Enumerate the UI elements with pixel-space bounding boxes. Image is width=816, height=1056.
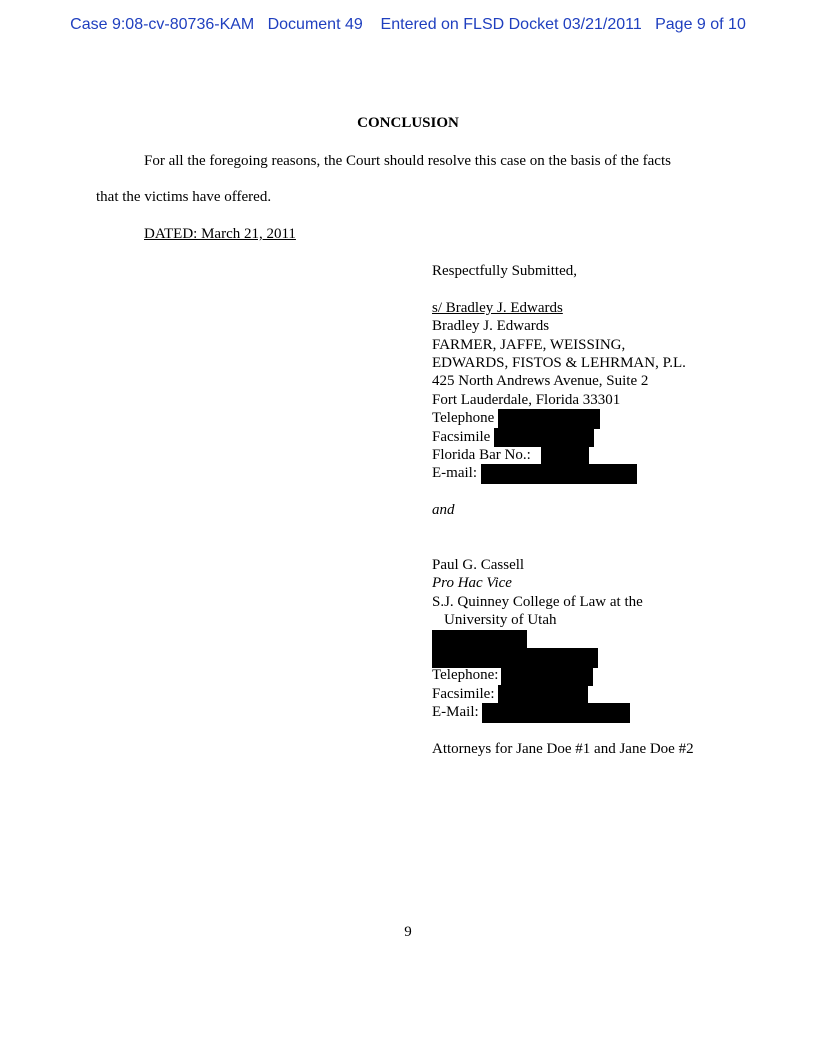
email-line: E-mail: <box>432 464 772 482</box>
section-title: CONCLUSION <box>357 115 459 131</box>
telephone-line-2: Telephone: <box>432 666 772 684</box>
email-line-2: E-Mail: <box>432 703 772 721</box>
facsimile-line: Facsimile <box>432 428 772 446</box>
docket-entry: Entered on FLSD Docket 03/21/2011 <box>380 16 642 33</box>
and-connector: and <box>432 502 455 519</box>
redaction-box <box>482 703 630 723</box>
address-line-1: 425 North Andrews Avenue, Suite 2 <box>432 373 649 390</box>
dated-line: DATED: March 21, 2011 <box>144 226 296 242</box>
closing: Respectfully Submitted, <box>432 263 577 279</box>
conclusion-paragraph-continued <box>96 179 720 215</box>
florida-bar-line: Florida Bar No.: <box>432 446 772 464</box>
redacted-address-2 <box>432 648 772 666</box>
signature-block-1 <box>432 262 772 519</box>
electronic-signature: s/ Bradley J. Edwards <box>432 299 563 316</box>
redaction-box <box>481 464 637 484</box>
page-number: 9 <box>404 924 412 940</box>
document-number: Document 49 <box>267 16 363 33</box>
redacted-address-1 <box>432 630 772 648</box>
firm-name-line-2: EDWARDS, FISTOS & LEHRMAN, P.L. <box>432 354 686 371</box>
attorney-name-2: Paul G. Cassell <box>432 557 525 573</box>
telephone-line: Telephone <box>432 409 772 427</box>
school-line-1: S.J. Quinney College of Law at the <box>432 593 643 610</box>
attorney-name-1: Bradley J. Edwards <box>432 318 550 335</box>
school-line-2: University of Utah <box>444 612 557 629</box>
redaction-box <box>498 409 600 429</box>
paragraph-line-2: that the victims have offered. <box>96 189 272 205</box>
facsimile-line-2: Facsimile: <box>432 685 772 703</box>
docket-header <box>0 16 816 34</box>
redaction-box <box>541 446 589 464</box>
firm-name-line-1: FARMER, JAFFE, WEISSING, <box>432 336 626 353</box>
conclusion-paragraph <box>96 143 720 179</box>
paragraph-line-1: For all the foregoing reasons, the Court should resolve this case on the basis of the facts <box>144 153 671 169</box>
signature-block-2 <box>432 556 772 758</box>
pro-hac-vice: Pro Hac Vice <box>432 575 512 592</box>
case-number: Case 9:08-cv-80736-KAM <box>70 16 255 33</box>
redaction-box <box>432 630 527 648</box>
redaction-box <box>498 685 588 703</box>
redaction-box <box>501 666 593 686</box>
redaction-box <box>494 428 594 447</box>
page-count: Page 9 of 10 <box>655 16 746 33</box>
redaction-box <box>432 648 598 668</box>
address-line-2: Fort Lauderdale, Florida 33301 <box>432 391 621 408</box>
attorneys-for: Attorneys for Jane Doe #1 and Jane Doe #2 <box>432 740 694 757</box>
